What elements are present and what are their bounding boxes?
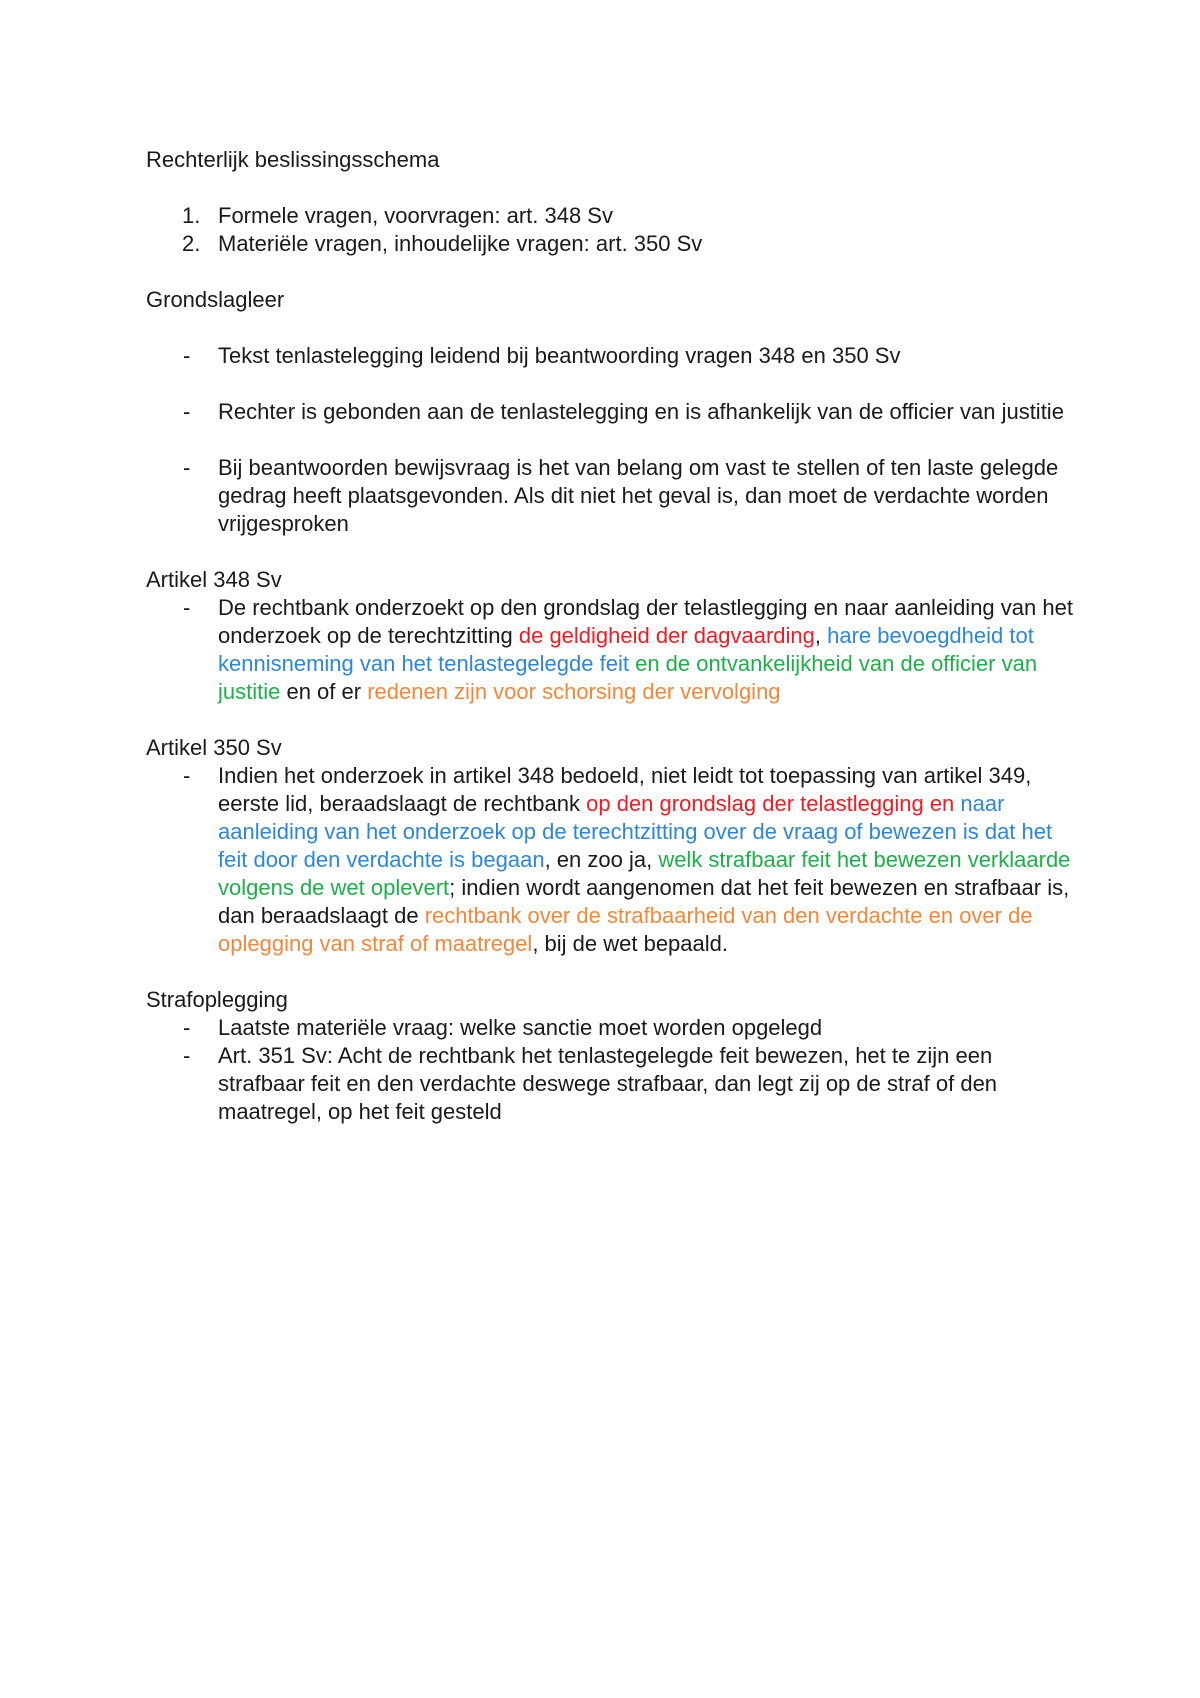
list-item-text: Tekst tenlastelegging leidend bij beantwoording vragen 348 en 350 Sv — [218, 343, 901, 368]
document-page — [146, 146, 1076, 1126]
list-item-text: Bij beantwoorden bewijsvraag is het van belang om vast te stellen of ten laste gelegde gedrag heeft plaatsgevonden. Als dit niet het geval is, dan moet de verdachte worden vrijgesproken — [218, 455, 1059, 536]
list-item — [146, 230, 1076, 258]
text-segment: , en zoo ja, — [544, 847, 659, 872]
artikel-348-text — [218, 595, 1073, 704]
section-heading-artikel-348: Artikel 348 Sv — [146, 567, 282, 592]
list-item — [146, 342, 1076, 370]
list-item-text: Art. 351 Sv: Acht de rechtbank het tenlastegelegde feit bewezen, het te zijn een strafbaar feit en den verdachte deswege strafbaar, dan legt zij op de straf of den maatregel, op het feit gesteld — [218, 1043, 998, 1124]
highlight-blue: hare bevoegdheid tot kennisneming van het tenlastegelegde feit — [218, 623, 1034, 676]
text-segment: , bij de wet bepaald. — [532, 931, 729, 956]
highlight-red: de geldigheid der dagvaarding — [518, 623, 815, 648]
artikel-350-list — [146, 762, 1076, 958]
artikel-348-list — [146, 594, 1076, 706]
spacer — [146, 958, 1076, 986]
section-heading-strafoplegging: Strafoplegging — [146, 987, 288, 1012]
list-item-text: Rechter is gebonden aan de tenlastelegging en is afhankelijk van de officier van justitie — [218, 399, 1064, 424]
text-segment: en of er — [280, 679, 368, 704]
text-segment: , — [814, 623, 828, 648]
highlight-green: welk strafbaar feit het bewezen verklaarde volgens de wet oplevert — [218, 847, 1071, 900]
list-item-text: Materiële vragen, inhoudelijke vragen: art. 350 Sv — [218, 231, 703, 256]
document-title: Rechterlijk beslissingsschema — [146, 147, 440, 172]
dash-bullet: - — [183, 595, 191, 620]
spacer — [146, 174, 1076, 202]
highlight-orange: redenen zijn voor schorsing der vervolging — [367, 679, 781, 704]
list-item — [146, 762, 1076, 958]
text-segment: ; indien wordt aangenomen dat het feit bewezen en strafbaar is, dan beraadslaagt de — [218, 875, 1070, 928]
section-heading-artikel-350: Artikel 350 Sv — [146, 735, 282, 760]
dash-bullet: - — [183, 455, 191, 480]
spacer — [146, 538, 1076, 566]
dash-bullet: - — [183, 399, 191, 424]
highlight-orange: rechtbank over de strafbaarheid van den verdachte en over de oplegging van straf of maatregel — [218, 903, 1033, 956]
list-item — [146, 454, 1076, 538]
list-item — [146, 398, 1076, 426]
list-number: 2. — [182, 231, 201, 256]
text-segment: De rechtbank onderzoekt op den grondslag der telastlegging en naar aanleiding van het onderzoek op de terechtzitting — [218, 595, 1073, 648]
strafoplegging-list — [146, 1014, 1076, 1126]
list-item-text: Laatste materiële vraag: welke sanctie moet worden opgelegd — [218, 1015, 823, 1040]
dash-bullet: - — [183, 1043, 191, 1068]
spacer — [146, 314, 1076, 342]
list-item — [146, 594, 1076, 706]
highlight-green: en de ontvankelijkheid van de officier van justitie — [218, 651, 1038, 704]
dash-bullet: - — [183, 763, 191, 788]
list-number: 1. — [182, 203, 201, 228]
list-item-text: Formele vragen, voorvragen: art. 348 Sv — [218, 203, 613, 228]
section-heading-grondslagleer: Grondslagleer — [146, 287, 285, 312]
highlight-red: op den grondslag der telastlegging en — [586, 791, 955, 816]
spacer — [146, 258, 1076, 286]
grondslagleer-list — [146, 342, 1076, 538]
list-item — [146, 202, 1076, 230]
dash-bullet: - — [183, 1015, 191, 1040]
list-item — [146, 1014, 1076, 1042]
dash-bullet: - — [183, 343, 191, 368]
list-item — [146, 1042, 1076, 1126]
spacer — [146, 706, 1076, 734]
artikel-350-text — [218, 763, 1070, 956]
text-segment: Indien het onderzoek in artikel 348 bedoeld, niet leidt tot toepassing van artikel 349, eerste lid, beraadslaagt de rechtbank — [218, 763, 1032, 816]
highlight-blue: naar aanleiding van het onderzoek op de terechtzitting over de vraag of bewezen is dat het feit door den verdachte is begaan — [218, 791, 1053, 872]
question-list — [146, 202, 1076, 258]
